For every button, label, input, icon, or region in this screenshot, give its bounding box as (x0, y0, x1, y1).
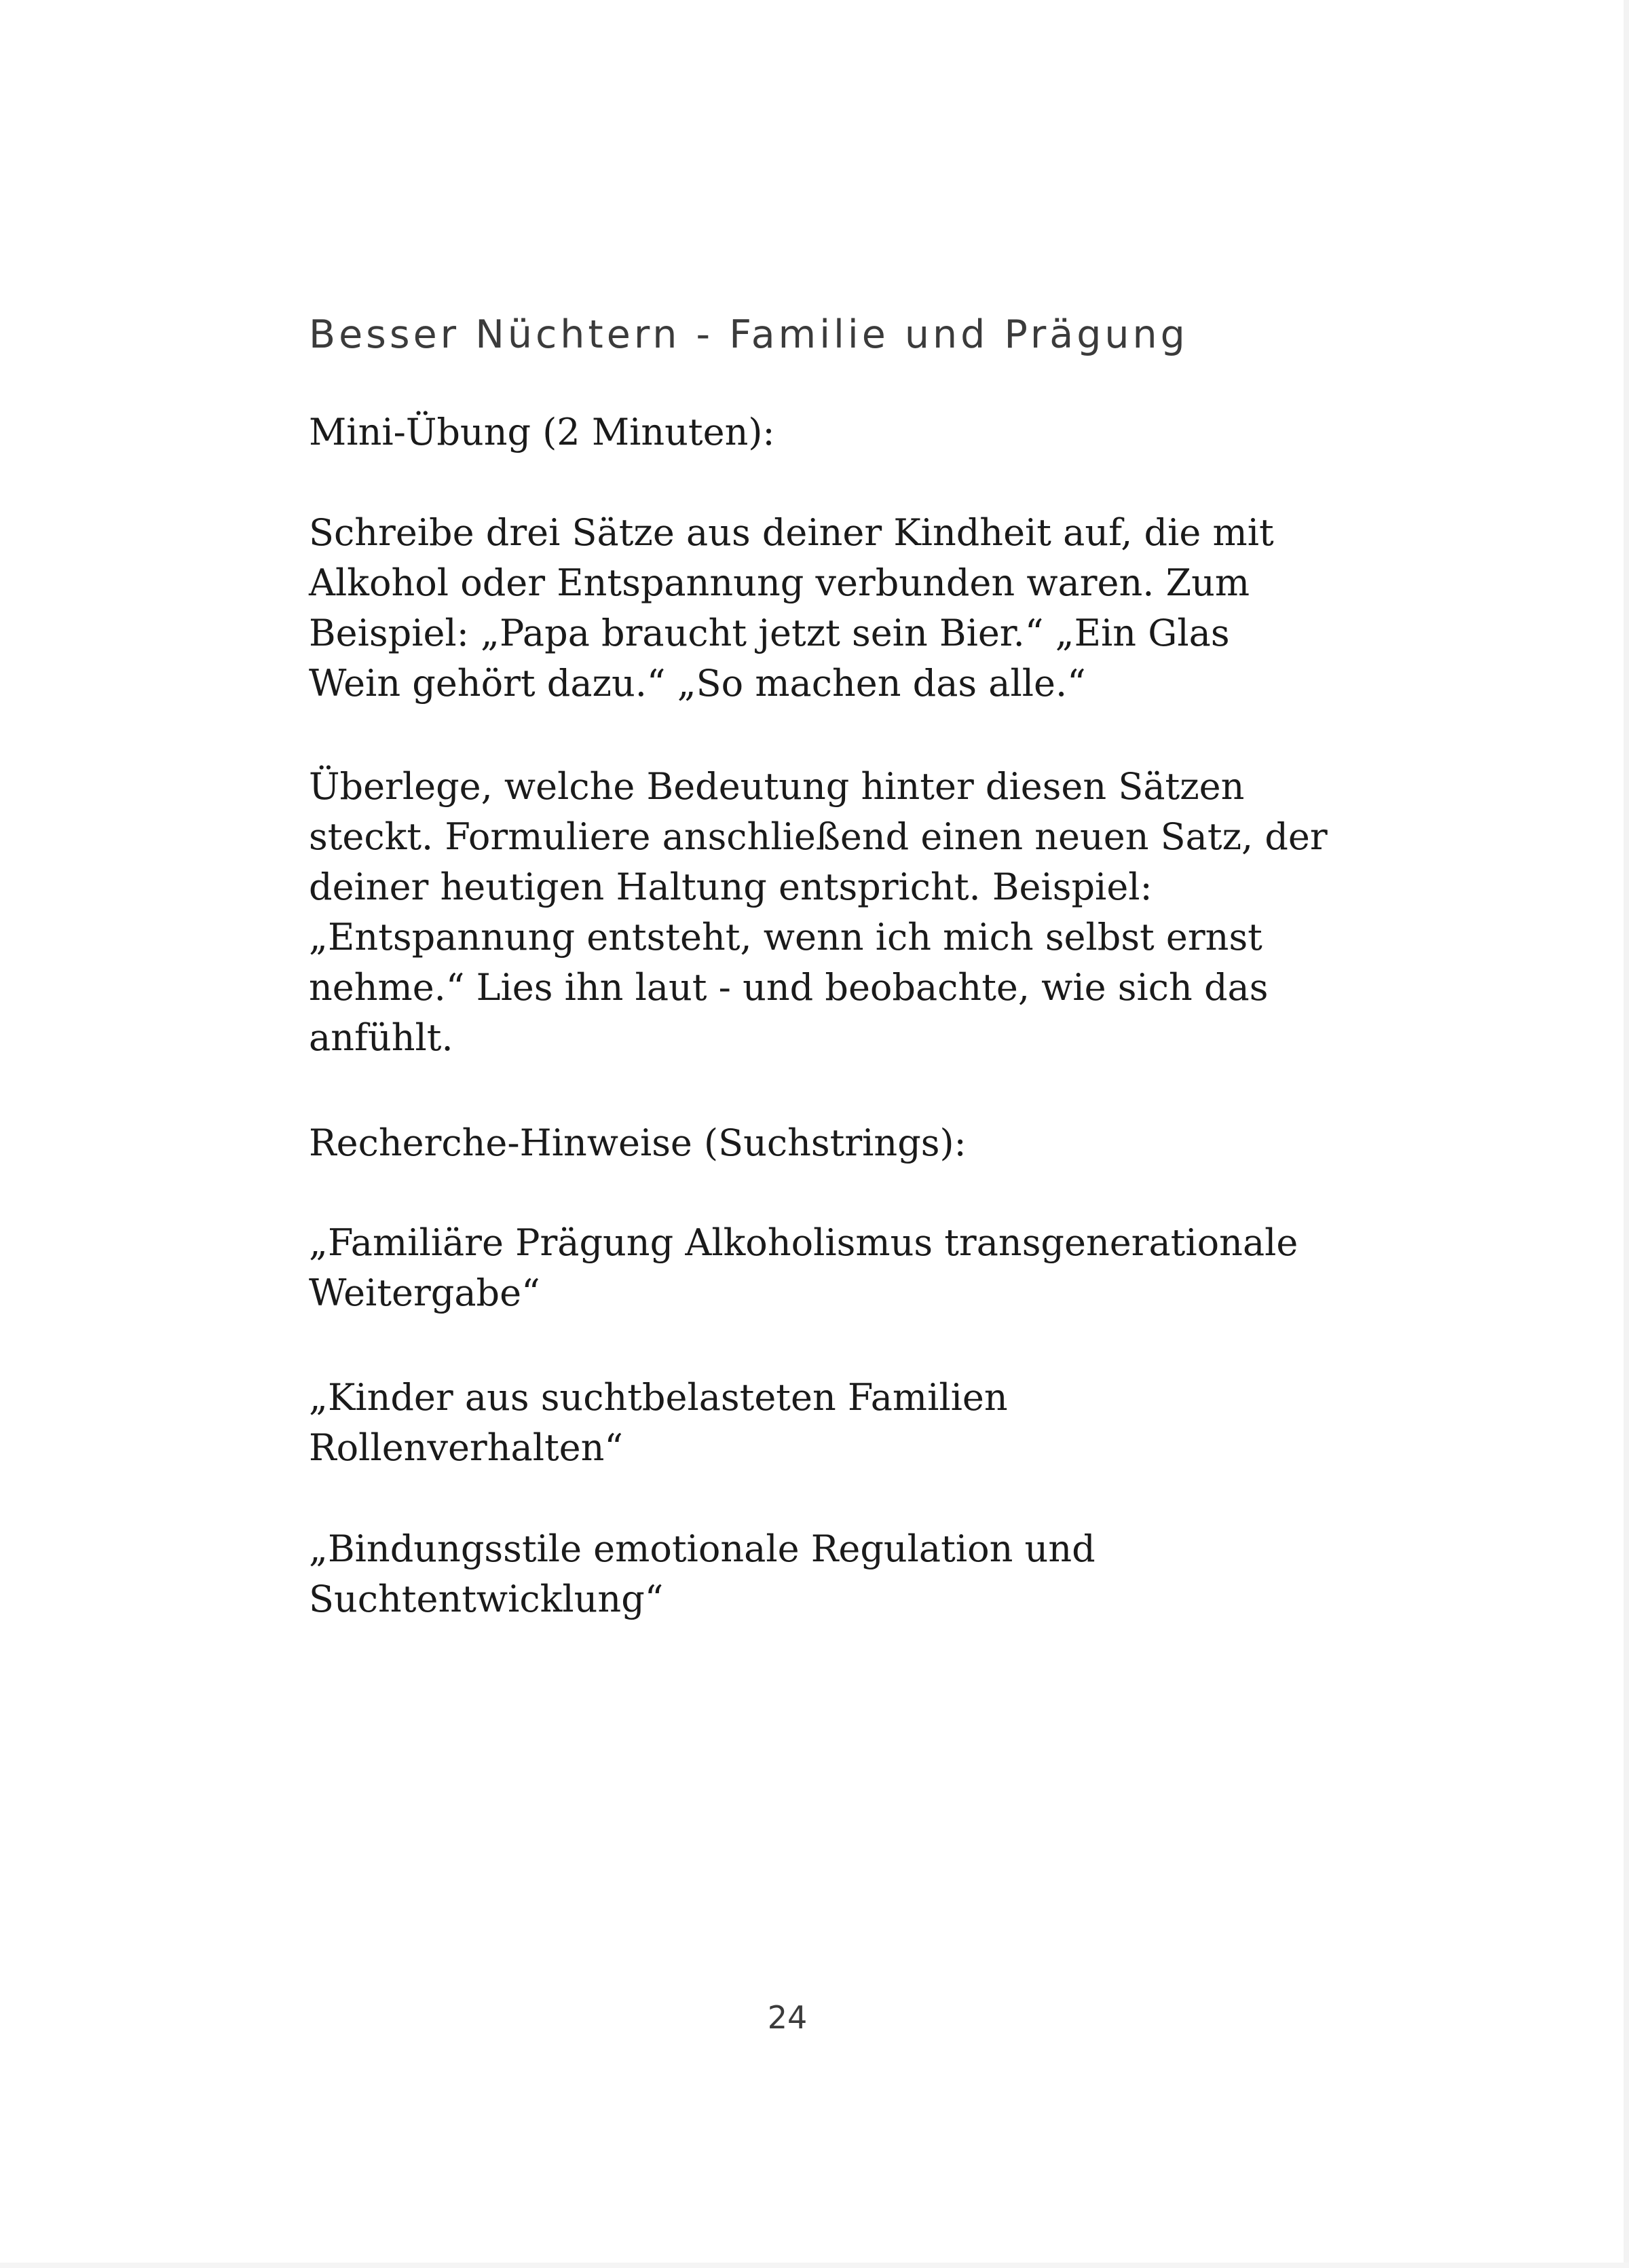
page-edge-bottom (0, 2263, 1629, 2268)
paragraph-line: „Entspannung entsteht, wenn ich mich selbst ernst (309, 916, 1262, 959)
paragraph-line: Alkohol oder Entspannung verbunden waren. Zum (309, 561, 1250, 604)
paragraph-line: Schreibe drei Sätze aus deiner Kindheit auf, die mit (309, 511, 1274, 554)
paragraph-line: anfühlt. (309, 1016, 453, 1059)
search-line: Weitergabe“ (309, 1271, 540, 1314)
search-line: „Familiäre Prägung Alkoholismus transgenerationale (309, 1221, 1298, 1264)
running-header: Besser Nüchtern - Familie und Prägung (309, 312, 1188, 357)
search-line: „Bindungsstile emotionale Regulation und (309, 1527, 1096, 1570)
exercise-heading: Mini-Übung (2 Minuten): (309, 411, 775, 453)
paragraph-reflection (309, 762, 1341, 1063)
paragraph-line: Wein gehört dazu.“ „So machen das alle.“ (309, 662, 1086, 705)
search-string-2 (309, 1373, 1341, 1473)
paragraph-line: Beispiel: „Papa braucht jetzt sein Bier.“ „Ein Glas (309, 612, 1230, 654)
paragraph-line: deiner heutigen Haltung entspricht. Beispiel: (309, 866, 1153, 908)
page-edge-right (1624, 0, 1629, 2268)
paragraph-line: Überlege, welche Bedeutung hinter diesen Sätzen (309, 765, 1245, 808)
search-line: Rollenverhalten“ (309, 1426, 624, 1469)
paragraph-line: steckt. Formuliere anschließend einen neuen Satz, der (309, 815, 1328, 858)
paragraph-line: nehme.“ Lies ihn laut - und beobachte, wie sich das (309, 966, 1269, 1009)
research-heading: Recherche-Hinweise (Suchstrings): (309, 1121, 967, 1164)
search-string-3 (309, 1524, 1341, 1624)
search-string-1 (309, 1218, 1341, 1318)
search-line: „Kinder aus suchtbelasteten Familien (309, 1376, 1008, 1419)
page-number: 24 (767, 1999, 808, 2036)
search-line: Suchtentwicklung“ (309, 1578, 664, 1620)
paragraph-instructions (309, 508, 1341, 709)
